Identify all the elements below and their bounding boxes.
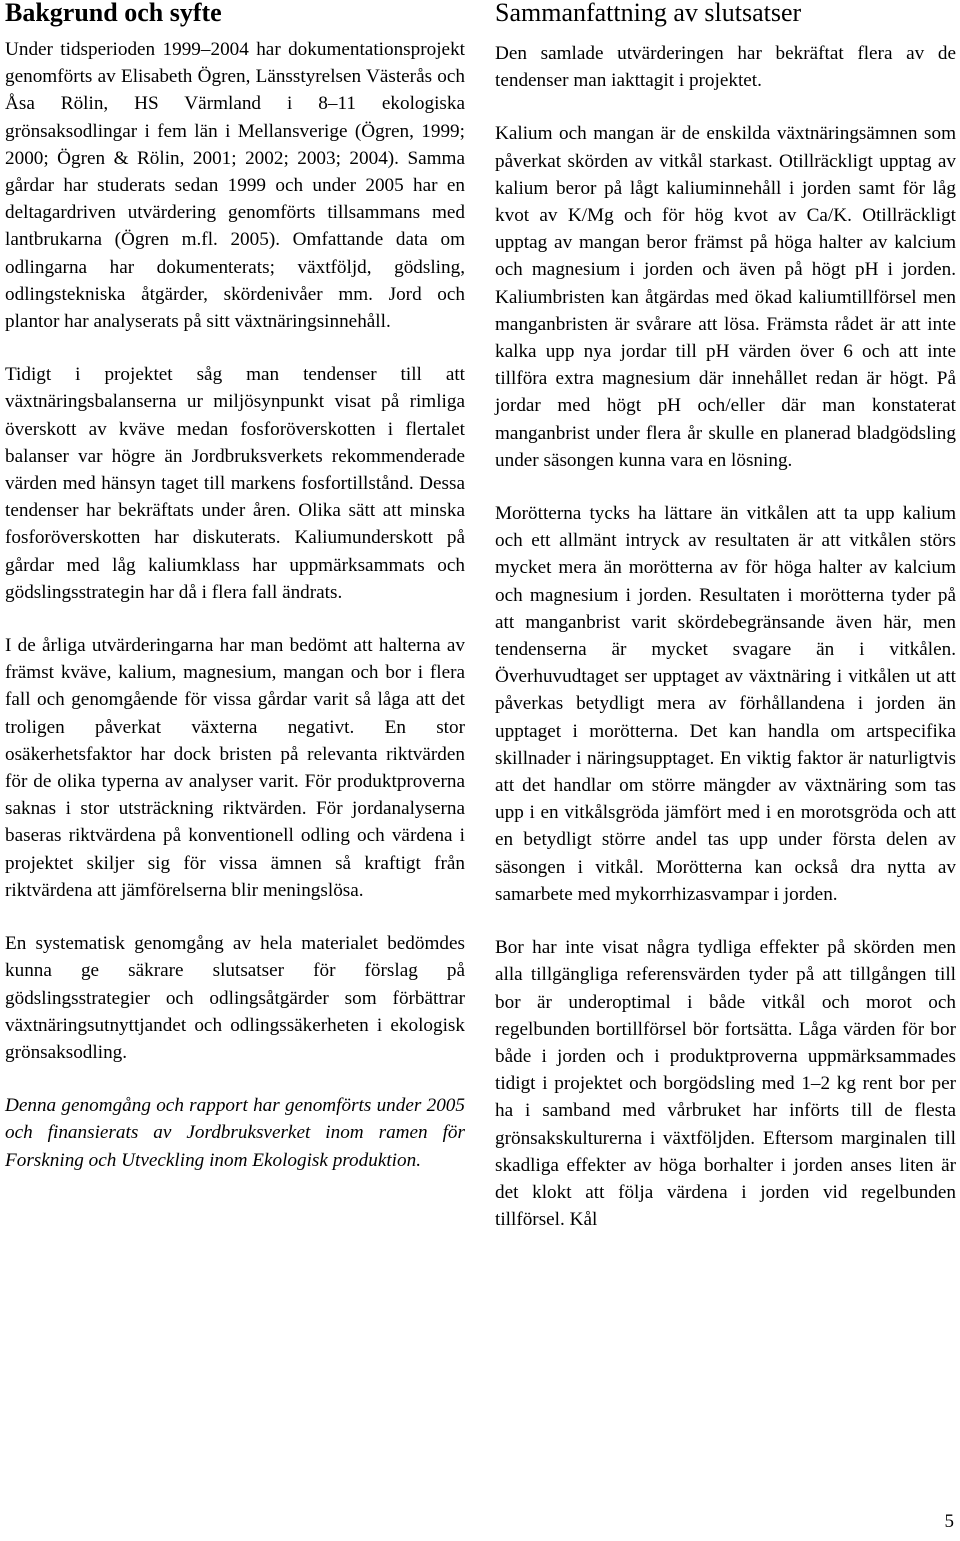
paragraph: Under tidsperioden 1999–2004 har dokumentationsprojekt genomförts av Elisabeth Ögren, Länsstyrelsen Västerås och Åsa Rölin, HS Värmland i 8–11 ekologiska grönsaksodlingar i fem län i Mellansverige (Ögren, 1999; 2000; Ögren & Rölin, 2001; 2002; 2003; 2004). Samma gårdar har studerats sedan 1999 och under 2005 har en deltagardriven utvärdering genomförts tillsammans med lantbrukarna (Ögren m.fl. 2005). Omfattande data om odlingarna har dokumenterats; växtföljd, gödsling, odlingstekniska åtgärder, skördenivåer mm. Jord och plantor har analyserats på sitt växtnäringsinnehåll. [5, 39, 465, 333]
paragraph: I de årliga utvärderingarna har man bedömt att halterna av främst kväve, kalium, magnesium, mangan och bor i flera fall och genomgående för vissa gårdar varit så låga att det troligen påverkat växterna negativt. En stor osäkerhetsfaktor har dock bristen på relevanta riktvärden för de olika typerna av analyser varit. För produktproverna saknas i stor utsträckning riktvärden. För jordanalyserna baseras riktvärdena på konventionell odling och värdena i projektet skiljer sig för vissa ämnen så kraftigt från riktvärdena att jämförelserna blir meningslösa. [5, 635, 465, 901]
paragraph: Kalium och mangan är de enskilda växtnäringsämnen som påverkat skörden av vitkål starkast. Otillräckligt upptag av kalium beror på lågt kaliuminnehåll i jorden samt för låg kvot av K/Mg och för hög kvot av Ca/K. Otillräckligt upptag av mangan beror främst på höga halter av kalcium och magnesium i jorden och även på högt pH i jorden. Kaliumbristen kan åtgärdas med ökad kaliumtillförsel men manganbristen är svårare att lösa. Främsta rådet är att inte kalka upp nya jordar till pH värden över 6 och att inte tillföra extra magnesium där innehållet redan är högt. På jordar med högt pH och/eller där man konstaterat manganbrist under flera år skulle en planerad bladgödsling under säsongen kunna vara en lösning. [495, 123, 956, 471]
left-column [5, 0, 465, 1200]
paragraph: Bor har inte visat några tydliga effekter på skörden men alla tillgängliga referensvärden tyder på att tillgången till bor är underoptimal i både vitkål och morot och regelbunden bortillförsel bör fortsätta. Låga värden för bor både i jorden och i produktproverna uppmärksammades tidigt i projektet och borgödsling med 1–2 kg rent bor per ha i samband med vårbruket har införts till de flesta grönsakskulturerna i växtföljden. Eftersom marginalen till skadliga effekter av höga borhalter i jorden anses liten är det klokt att följa värdena i jorden vid regelbunden tillförsel. Kål [495, 937, 956, 1231]
paragraph: Den samlade utvärderingen har bekräftat flera av de tendenser man iakttagit i projektet. [495, 43, 956, 92]
section-heading-summary: Sammanfattning av slutsatser [495, 0, 802, 27]
paragraph: Tidigt i projektet såg man tendenser till att växtnäringsbalanserna ur miljösynpunkt visat på rimliga överskott av kväve medan fosforöverskotten i flertalet balanser var högre än Jordbruksverkets rekommenderade värden med hänsyn taget till markens fosfortillstånd. Dessa tendenser har bekräftats under åren. Olika sätt att minska fosforöverskotten har diskuterats. Kaliumunderskott på gårdar med låg kaliumklass har uppmärksammats och gödslingsstrategin har då i flera fall ändrats. [5, 364, 465, 603]
paragraph: Morötterna tycks ha lättare än vitkålen att ta upp kalium och ett allmänt intryck av resultaten är att vitkålen störs mycket mera än morötterna av för höga halter av kalcium och magnesium i jorden. Resultaten i morötterna tyder på att manganbrist varit skördebegränsande även här, men tendenserna är mycket svagare än i vitkålen. Överhuvudtaget ser upptaget av växtnäring i vitkålen ut att påverkas betydligt mera av förhållandena i jorden än upptaget i morötterna. Det kan handla om artspecifika skillnader i näringsupptaget. En viktig faktor är naturligtvis att det handlar om större mängder av växtnäring som tas upp i en vitkålsgröda jämfört med i en morotsgröda och att en betydligt större andel tas upp under första delen av säsongen i vitkål. Morötterna kan också dra nytta av samarbete med mykorrhizasvampar i jorden. [495, 503, 956, 905]
funding-note: Denna genomgång och rapport har genomförts under 2005 och finansierats av Jordbruksverket inom ramen för Forskning och Utveckling inom Ekologisk produktion. [5, 1095, 465, 1171]
page-number: 5 [944, 1511, 954, 1532]
section-heading-background: Bakgrund och syfte [5, 0, 222, 27]
right-column [495, 0, 956, 1259]
paragraph: En systematisk genomgång av hela materialet bedömdes kunna ge säkrare slutsatser för förslag på gödslingsstrategier och odlingsåtgärder som förbättrar växtnäringsutnyttjandet och odlingssäkerheten i ekologisk grönsaksodling. [5, 933, 465, 1063]
